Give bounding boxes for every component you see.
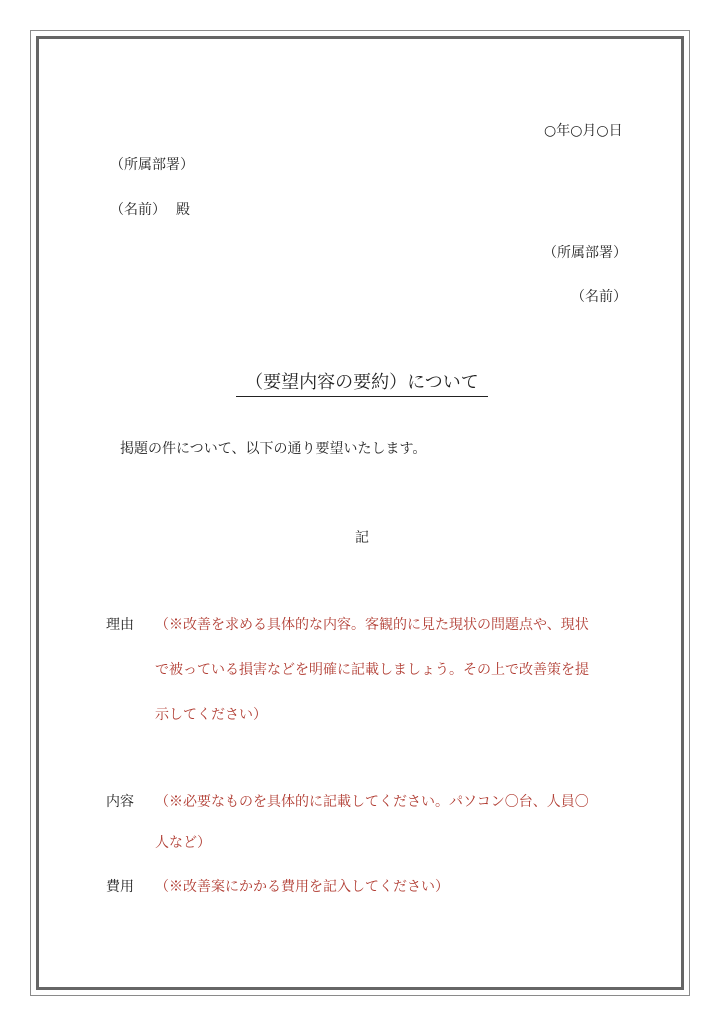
item-label-reason: 理由 xyxy=(106,617,134,633)
item-cost-line: （※改善案にかかる費用を記入してください） xyxy=(155,879,449,895)
item-reason-line: 示してください） xyxy=(155,707,267,723)
item-content-line: （※必要なものを具体的に記載してください。パソコン〇台、人員〇 xyxy=(155,794,589,810)
item-reason-line: （※改善を求める具体的な内容。客観的に見た現状の問題点や、現状 xyxy=(155,617,589,633)
document-date: ○年○月○日 xyxy=(544,123,623,139)
page-border-inner xyxy=(36,36,684,990)
sender-department: （所属部署） xyxy=(543,245,627,261)
intro-text: 掲題の件について、以下の通り要望いたします。 xyxy=(120,441,427,457)
item-label-content: 内容 xyxy=(106,794,134,810)
document-title: （要望内容の要約）について xyxy=(236,372,488,397)
recipient-honorific: 殿 xyxy=(176,202,190,218)
ki-heading: 記 xyxy=(355,530,369,546)
item-content-line: 人など） xyxy=(155,835,211,851)
recipient-name: （名前） xyxy=(110,202,166,218)
item-reason-line: で被っている損害などを明確に記載しましょう。その上で改善策を提 xyxy=(155,662,589,678)
item-label-cost: 費用 xyxy=(106,879,134,895)
recipient-department: （所属部署） xyxy=(110,157,194,173)
sender-name: （名前） xyxy=(571,289,627,305)
